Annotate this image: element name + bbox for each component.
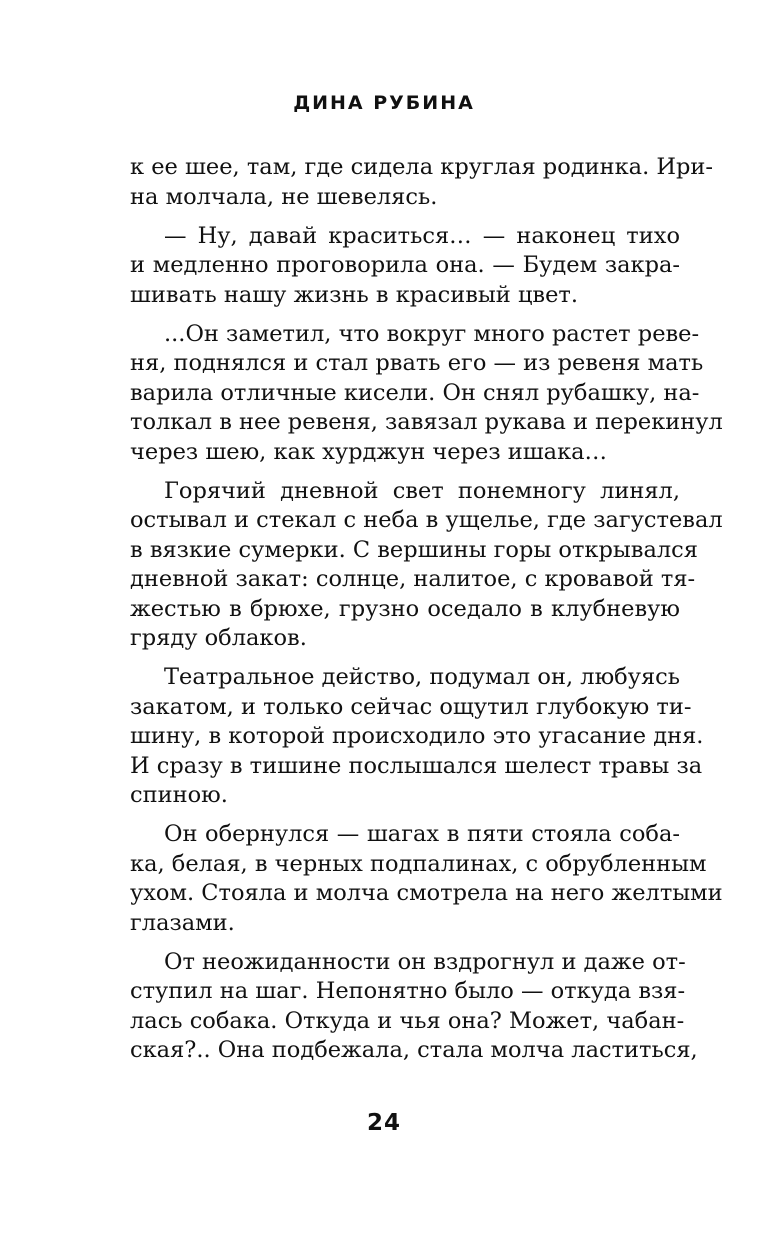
text-line: варила отличные кисели. Он снял рубашку, на- bbox=[130, 379, 700, 406]
text-line: через шею, как хурджун через ишака… bbox=[130, 438, 608, 465]
text-line: ня, поднялся и стал рвать его — из ревеня мать bbox=[130, 350, 704, 376]
text-line: ступил на шаг. Непонятно было — откуда взя- bbox=[130, 978, 686, 1004]
body-text bbox=[130, 153, 723, 1066]
text-line: глазами. bbox=[130, 909, 235, 936]
text-line: к ее шее, там, где сидела круглая родинка. Ири- bbox=[130, 154, 714, 180]
text-line: Театральное действо, подумал он, любуясь bbox=[164, 664, 680, 690]
text-line: шивать нашу жизнь в красивый цвет. bbox=[130, 281, 579, 308]
text-line: дневной закат: солнце, налитое, с кровавой тя- bbox=[130, 566, 696, 592]
page-number: 24 bbox=[366, 1110, 401, 1136]
text-line: ка, белая, в черных подпалинах, с обрубленным bbox=[130, 850, 707, 877]
text-line: остывал и стекал с неба в ущелье, где загустевал bbox=[130, 507, 723, 533]
text-line: ...Он заметил, что вокруг много растет реве- bbox=[164, 320, 700, 347]
text-line: лась собака. Откуда и чья она? Может, чабан- bbox=[130, 1007, 685, 1034]
text-line: — Ну, давай краситься… — наконец тихо bbox=[164, 222, 680, 249]
text-line: шину, в которой происходило это угасание дня. bbox=[130, 723, 704, 749]
text-line: спиною. bbox=[130, 782, 228, 808]
text-line: толкал в нее ревеня, завязал рукава и перекинул bbox=[130, 409, 723, 435]
text-line: жестью в брюхе, грузно оседало в клубневую bbox=[130, 595, 680, 622]
text-line: ская?.. Она подбежала, стала молча ластиться, bbox=[130, 1037, 698, 1063]
text-line: И сразу в тишине послышался шелест травы за bbox=[130, 752, 703, 779]
text-line: гряду облаков. bbox=[130, 625, 307, 651]
text-line: закатом, и только сейчас ощутил глубокую ти- bbox=[130, 693, 692, 720]
text-line: и медленно проговорила она. — Будем закра- bbox=[130, 252, 680, 278]
running-title: ДИНА РУБИНА bbox=[293, 92, 475, 114]
text-line: Он обернулся — шагах в пяти стояла соба- bbox=[164, 821, 680, 847]
text-line: ухом. Стояла и молча смотрела на него желтыми bbox=[130, 880, 723, 906]
text-line: на молчала, не шевелясь. bbox=[130, 183, 438, 210]
text-line: в вязкие сумерки. С вершины горы открывался bbox=[130, 536, 698, 563]
text-line: Горячий дневной свет понемногу линял, bbox=[164, 477, 680, 504]
text-line: От неожиданности он вздрогнул и даже от- bbox=[164, 948, 686, 975]
